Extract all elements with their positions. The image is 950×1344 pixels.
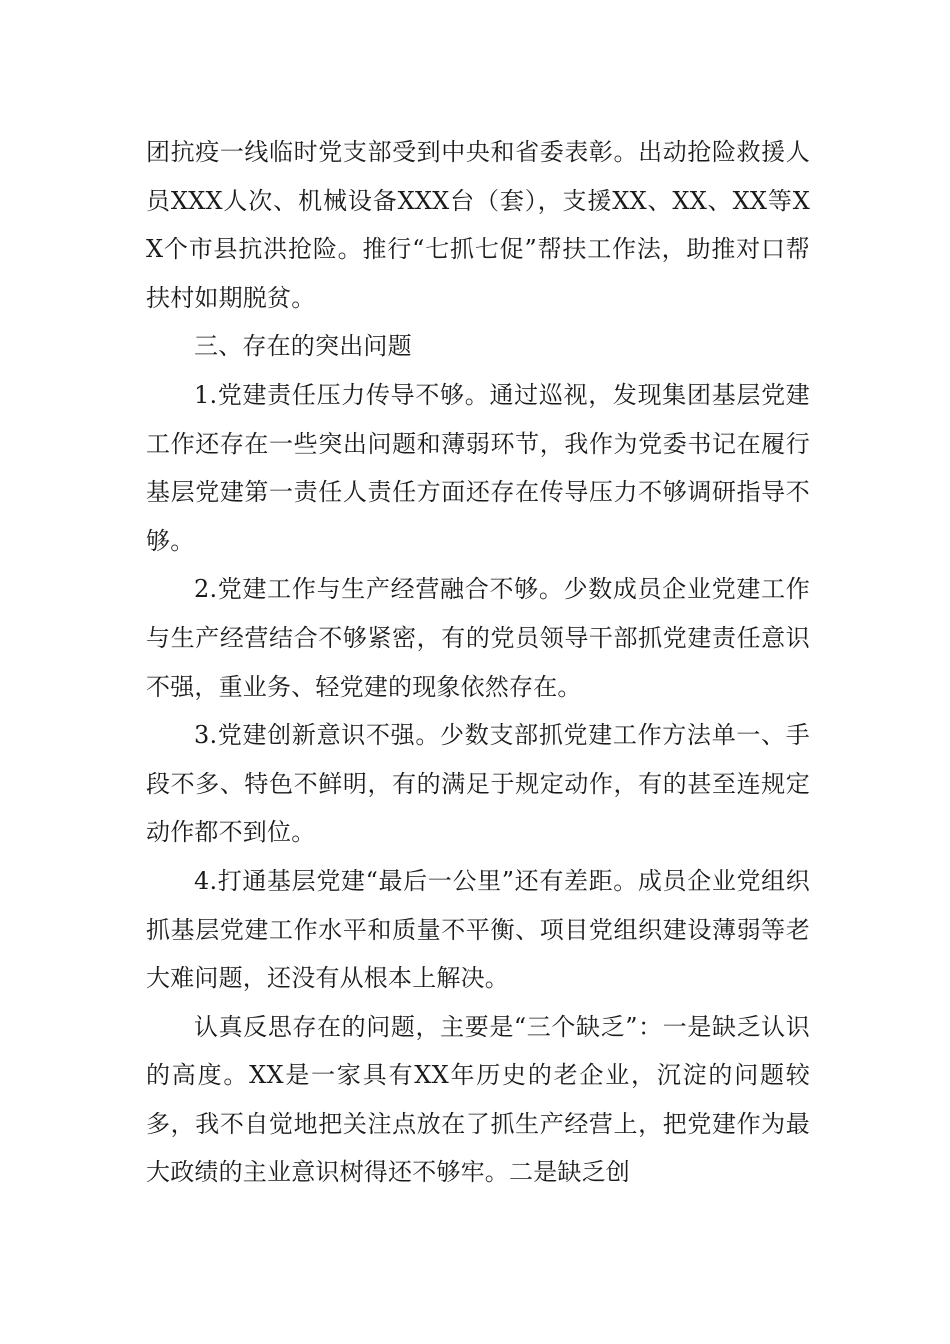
issue-paragraph-4: 4.打通基层党建“最后一公里”还有差距。成员企业党组织抓基层党建工作水平和质量不平衡、项目党组织建设薄弱等老大难问题，还没有从根本上解决。 (146, 866, 810, 993)
issue-paragraph-2: 2.党建工作与生产经营融合不够。少数成员企业党建工作与生产经营结合不够紧密，有的党员领导干部抓党建责任意识不强，重业务、轻党建的现象依然存在。 (146, 575, 810, 701)
document-body (146, 128, 810, 1197)
issue-paragraph-3: 3.党建创新意识不强。少数支部抓党建工作方法单一、手段不多、特色不鲜明，有的满足于规定动作，有的甚至连规定动作都不到位。 (146, 721, 810, 847)
section-heading: 三、存在的突出问题 (194, 332, 412, 361)
issue-paragraph-1: 1.党建责任压力传导不够。通过巡视，发现集团基层党建工作还存在一些突出问题和薄弱环节，我作为党委书记在履行基层党建第一责任人责任方面还存在传导压力不够调研指导不够。 (146, 380, 810, 555)
reflection-paragraph: 认真反思存在的问题，主要是“三个缺乏”：一是缺乏认识的高度。XX是一家具有XX年历史的老企业，沉淀的问题较多，我不自觉地把关注点放在了抓生产经营上，把党建作为最大政绩的主业意识树得还不够牢。二是缺乏创 (146, 1012, 810, 1187)
paragraph-continuation: 团抗疫一线临时党支部受到中央和省委表彰。出动抢险救援人员XXX人次、机械设备XXX台（套），支援XX、XX、XX等XX个市县抗洪抢险。推行“七抓七促”帮扶工作法，助推对口帮扶村如期脱贫。 (146, 138, 810, 312)
